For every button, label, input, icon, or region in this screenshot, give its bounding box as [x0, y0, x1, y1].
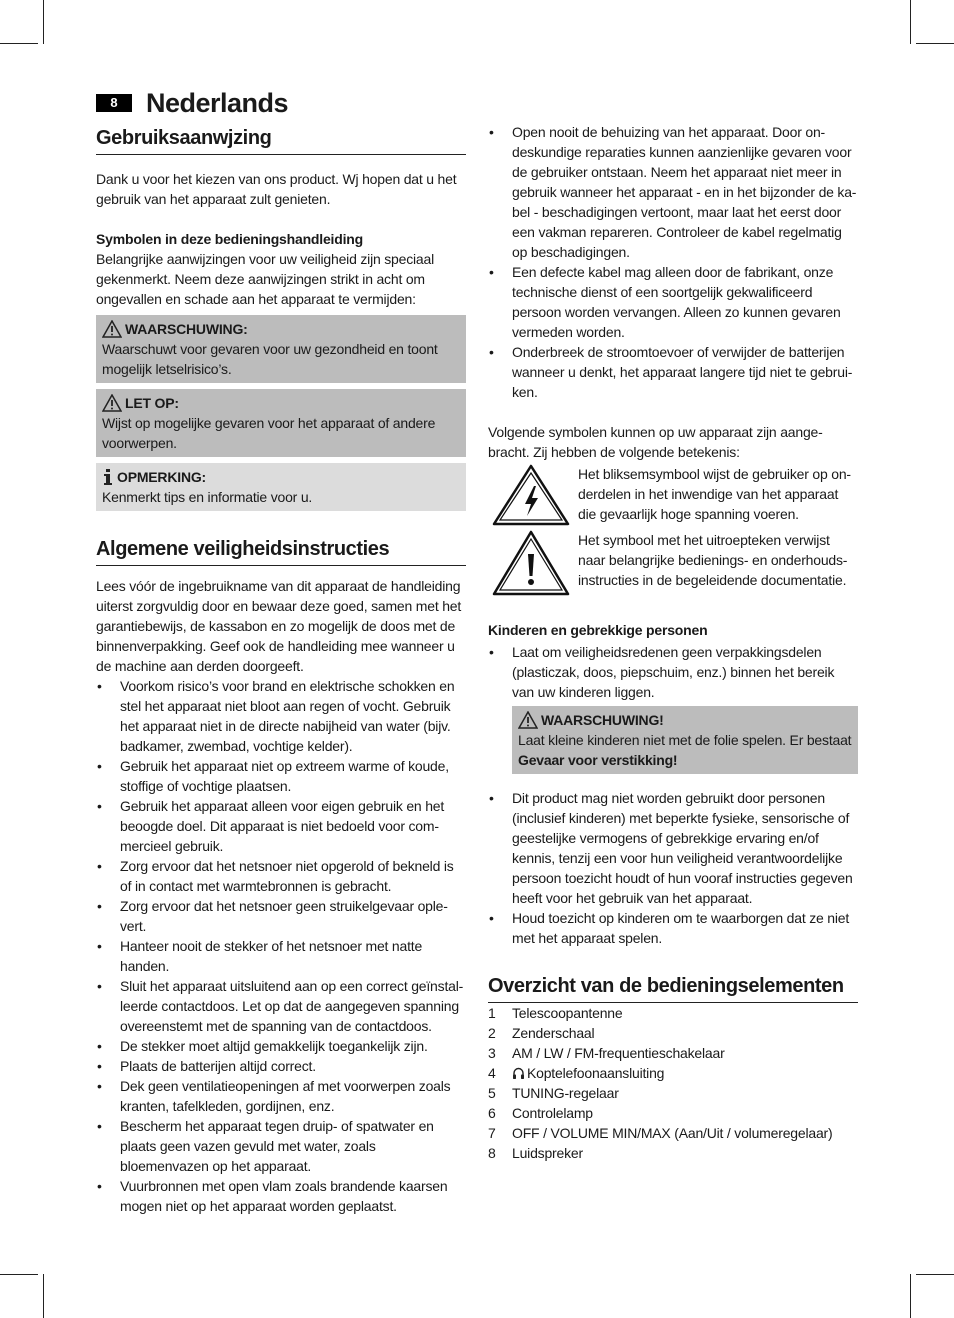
crop-mark — [916, 43, 954, 44]
warning-notice — [96, 315, 466, 383]
crop-mark — [0, 1274, 38, 1275]
list-item: • Voorkom risico’s voor brand en elektrische schokken en stel het apparaat niet bloot aan regen of vocht. Gebruik het apparaat niet in de directe nabijheid van water (bijv. badkamer, zwembad, vochtige kelder). — [96, 676, 466, 756]
page-number: 8 — [96, 94, 132, 112]
notice-text: Waarschuwt voor gevaren voor uw gezondheid en toont mogelijk letselrisico’s. — [102, 341, 438, 377]
list-item: • Hanteer nooit de stekker of het netsnoer met natte handen. — [96, 936, 466, 976]
list-item: • Vuurbronnen met open vlam zoals brandende kaarsen mogen niet op het apparaat worden geplaatst. — [96, 1176, 466, 1216]
list-item: 2 Zenderschaal — [488, 1025, 595, 1041]
list-item: • Bescherm het apparaat tegen druip- of spatwater en plaats geen vazen gevuld met water, zoals bloemenvazen op het apparaat. — [96, 1116, 466, 1176]
right-column — [488, 122, 858, 1163]
list-item: • Een defecte kabel mag alleen door de fabrikant, onze technische dienst of een soortgelijk gekwalificeerd persoon worden vervangen. Alleen zo kunnen gevaren vermeden worden. — [488, 262, 858, 342]
list-item: • Gebruik het apparaat niet op extreem warme of koude, stoffige of vochtige plaatsen. — [96, 756, 466, 796]
list-item: 5 TUNING-regelaar — [488, 1085, 619, 1101]
symbols-heading: Symbolen in deze bedieningshandleiding — [96, 231, 363, 247]
crop-mark — [0, 43, 38, 44]
notice-title: WAARSCHUWING! — [518, 710, 852, 730]
list-item: • Plaats de batterijen altijd correct. — [96, 1056, 466, 1076]
page-language-title: Nederlands — [146, 88, 289, 118]
exclamation-warning-icon — [492, 530, 570, 596]
list-item: • Dit product mag niet worden gebruikt door personen (inclusief kinderen) met beperkte fysieke, sensorische of geestelijke vermogens of gebrekkige ervaring en/of kennis, tenzij een voor hun veiligheid verantwoordelijke persoon toezicht houdt of hun vooraf instructies gegeven heeft voor het gebruik van het apparaat. — [488, 788, 858, 908]
children-list — [488, 642, 858, 948]
intro-text: Dank u voor het kiezen van ons product. Wj hopen dat u het gebruik van het apparaat zult genieten. — [96, 171, 457, 207]
list-item: 3 AM / LW / FM-frequentieschakelaar — [488, 1045, 725, 1061]
crop-mark — [910, 1274, 911, 1318]
symbols-text: Belangrijke aanwijzingen voor uw veiligheid zijn speciaal gekenmerkt. Neem deze aanwijzingen strikt in acht om ongevallen en schade aan het apparaat te vermijden: — [96, 251, 435, 307]
list-item: • Onderbreek de stroomtoevoer of verwijder de batterijen wanneer u denkt, het apparaat langere tijd niet te gebrui- ken. — [488, 342, 858, 402]
intro-heading: Gebruiksaanwjzing — [96, 124, 466, 155]
list-item: 4 Koptelefoonaansluiting — [488, 1065, 665, 1081]
warning-triangle-icon — [102, 320, 122, 338]
crop-mark — [916, 1274, 954, 1275]
list-item: • Open nooit de behuizing van het apparaat. Door on- deskundige reparaties kunnen aanzienlijke gevaren voor de gebruiker ontstaan. Neem het apparaat niet meer in gebruik wanneer het apparaat - en in het bijzonder de ka- bel - beschadigingen vertoont, maar laat het eerst door een vakman repareren. Controleer de kabel regelmatig op beschadigingen. — [488, 122, 858, 262]
notice-text: Kenmerkt tips en informatie voor u. — [102, 489, 313, 505]
children-heading: Kinderen en gebrekkige personen — [488, 622, 708, 638]
lightning-symbol-text: Het bliksemsymbool wijst de gebruiker op on- derdelen in het inwendige van het apparaat die gevaarlijk hoge spanning voeren. — [578, 466, 851, 522]
lightning-symbol-row — [488, 464, 858, 526]
list-item: • Sluit het apparaat uitsluitend aan op een correct geïnstal- leerde contactdoos. Let op dat de aangegeven spanning overeenstemt met de spanning van de contactdoos. — [96, 976, 466, 1036]
note-notice — [96, 463, 466, 511]
list-item: • Laat om veiligheidsredenen geen verpakkingsdelen (plasticzak, doos, piepschuim, enz.) binnen het bereik van uw kinderen liggen. WAARSCHUWING! Laat kleine kinderen niet met de folie spelen. Er bestaat Gevaar voor verstikking! — [488, 642, 858, 774]
crop-mark — [43, 1274, 44, 1318]
notice-emphasis: Gevaar voor verstikking! — [518, 752, 678, 768]
children-warning-notice — [512, 706, 858, 774]
list-item: • Dek geen ventilatieopeningen af met voorwerpen zoals kranten, tafelkleden, gordijnen, enz. — [96, 1076, 466, 1116]
list-item: • Zorg ervoor dat het netsnoer niet opgerold of bekneld is of in contact met warmtebronnen is gebracht. — [96, 856, 466, 896]
list-item: • De stekker moet altijd gemakkelijk toegankelijk zijn. — [96, 1036, 466, 1056]
notice-title: WAARSCHUWING: — [102, 319, 460, 339]
exclamation-symbol-row — [488, 530, 858, 596]
list-item: 1 Telescoopantenne — [488, 1005, 623, 1021]
notice-text: Wijst op mogelijke gevaren voor het apparaat of andere voorwerpen. — [102, 415, 436, 451]
list-item: • Houd toezicht op kinderen om te waarborgen dat ze niet met het apparaat spelen. — [488, 908, 858, 948]
info-icon — [102, 468, 114, 486]
list-item: 6 Controlelamp — [488, 1105, 593, 1121]
safety-list — [96, 676, 466, 1216]
list-item: 7 OFF / VOLUME MIN/MAX (Aan/Uit / volumeregelaar) — [488, 1125, 833, 1141]
warning-triangle-icon — [518, 711, 538, 729]
controls-list — [488, 1003, 858, 1163]
list-item: • Gebruik het apparaat alleen voor eigen gebruik en het beoogde doel. Dit apparaat is niet bedoeld voor com- mercieel gebruik. — [96, 796, 466, 856]
list-item: • Zorg ervoor dat het netsnoer geen struikelgevaar ople- vert. — [96, 896, 466, 936]
lightning-warning-icon — [492, 464, 570, 526]
notice-title: OPMERKING: — [102, 467, 460, 487]
crop-mark — [910, 0, 911, 44]
headphones-icon — [512, 1067, 525, 1080]
list-item: 8 Luidspreker — [488, 1145, 583, 1161]
crop-mark — [43, 0, 44, 44]
caution-notice — [96, 389, 466, 457]
notice-title: LET OP: — [102, 393, 460, 413]
symbols-intro: Volgende symbolen kunnen op uw apparaat zijn aange- bracht. Zij hebben de volgende betekenis: — [488, 424, 823, 460]
left-column — [96, 124, 466, 1216]
exclamation-symbol-text: Het symbool met het uitroepteken verwijst naar belangrijke bedienings- en onderhouds- instructies in de begeleidende documentatie. — [578, 532, 848, 588]
controls-heading: Overzicht van de bedieningselementen — [488, 972, 858, 1003]
safety-heading: Algemene veiligheidsinstructies — [96, 535, 466, 566]
safety-list-continued — [488, 122, 858, 402]
notice-text: Laat kleine kinderen niet met de folie spelen. Er bestaat — [518, 732, 852, 748]
warning-triangle-icon — [102, 394, 122, 412]
safety-intro: Lees vóór de ingebruikname van dit apparaat de handleiding uiterst zorgvuldig door en bewaar deze goed, samen met het garantiebewijs, de kassabon en zo mogelijk de doos met de binnenverpakking. Geef ook de handleiding mee wanneer u de machine aan derden doorgeeft. — [96, 578, 462, 674]
